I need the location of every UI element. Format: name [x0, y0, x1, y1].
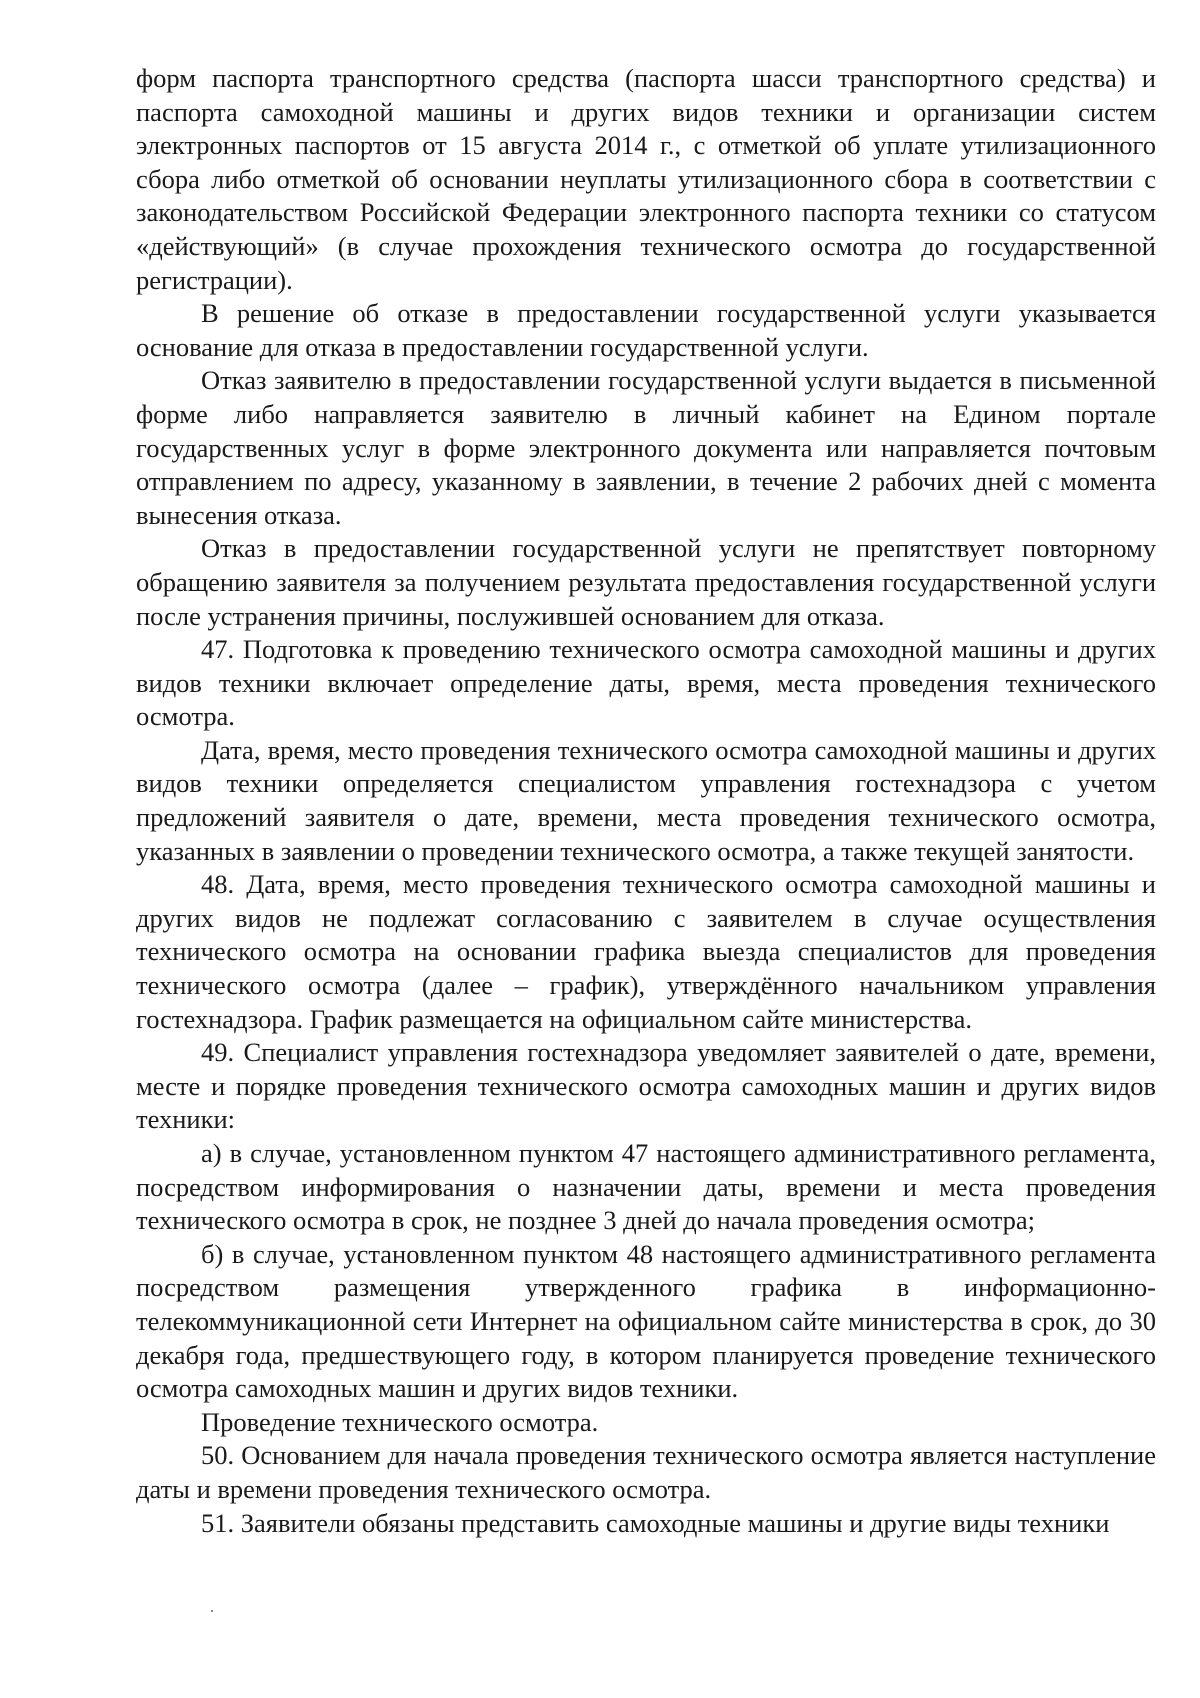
paragraph-item-51: 51. Заявители обязаны представить самоходные машины и другие виды техники [201, 1507, 1110, 1538]
paragraph-passport-continuation: форм паспорта транспортного средства (паспорта шасси транспортного средства) и паспорта самоходной машины и других видов техники и организации систем электронных паспортов от 15 августа 2014 г., с отметкой об уплате утилизационного сбора либо отметкой об основании неуплаты утилизационного сбора в соответствии с законодательством Российской Федерации электронного паспорта техники со статусом «действующий» (в случае прохождения технического осмотра до государственной регистрации). [136, 63, 1156, 295]
paragraph-refusal-decision: В решение об отказе в предоставлении государственной услуги указывается основание для отказа в предоставлении государственной услуги. [136, 298, 1156, 362]
scan-speck [211, 1610, 213, 1612]
paragraph-refusal-reapply: Отказ в предоставлении государственной услуги не препятствует повторному обращению заявителя за получением результата предоставления государственной услуги после устранения причины, послужившей основанием для отказа. [136, 533, 1156, 631]
document-body [136, 62, 1156, 1540]
paragraph-item-49: 49. Специалист управления гостехнадзора уведомляет заявителей о дате, времени, месте и порядке проведения технического осмотра самоходных машин и других видов техники: [136, 1037, 1156, 1135]
paragraph-inspection-date-definition: Дата, время, место проведения технического осмотра самоходной машины и других видов техники определяется специалистом управления гостехнадзора с учетом предложений заявителя о дате, времени, места проведения технического осмотра, указанных в заявлении о проведении технического осмотра, а также текущей занятости. [136, 734, 1156, 866]
paragraph-item-49-a: а) в случае, установленном пунктом 47 настоящего административного регламента, посредством информирования о назначении даты, времени и места проведения технического осмотра в срок, не позднее 3 дней до начала проведения осмотра; [136, 1138, 1156, 1236]
paragraph-refusal-delivery: Отказ заявителю в предоставлении государственной услуги выдается в письменной форме либо направляется заявителю в личный кабинет на Едином портале государственных услуг в форме электронного документа или направляется почтовым отправлением по адресу, указанному в заявлении, в течение 2 рабочих дней с момента вынесения отказа. [136, 365, 1156, 530]
section-heading: Проведение технического осмотра. [201, 1406, 599, 1437]
paragraph-item-50: 50. Основанием для начала проведения технического осмотра является наступление даты и времени проведения технического осмотра. [136, 1440, 1156, 1504]
paragraph-item-47: 47. Подготовка к проведению технического осмотра самоходной машины и других видов техники включает определение даты, время, места проведения технического осмотра. [136, 634, 1156, 732]
paragraph-item-48: 48. Дата, время, место проведения технического осмотра самоходной машины и других видов не подлежат согласованию с заявителем в случае осуществления технического осмотра на основании графика выезда специалистов для проведения технического осмотра (далее – график), утверждённого начальником управления гостехнадзора. График размещается на официальном сайте министерства. [136, 869, 1156, 1034]
paragraph-item-49-b: б) в случае, установленном пунктом 48 настоящего административного регламента посредством размещения утвержденного графика в информационно-телекоммуникационной сети Интернет на официальном сайте министерства в срок, до 30 декабря года, предшествующего году, в котором планируется проведение технического осмотра самоходных машин и других видов техники. [136, 1238, 1156, 1404]
